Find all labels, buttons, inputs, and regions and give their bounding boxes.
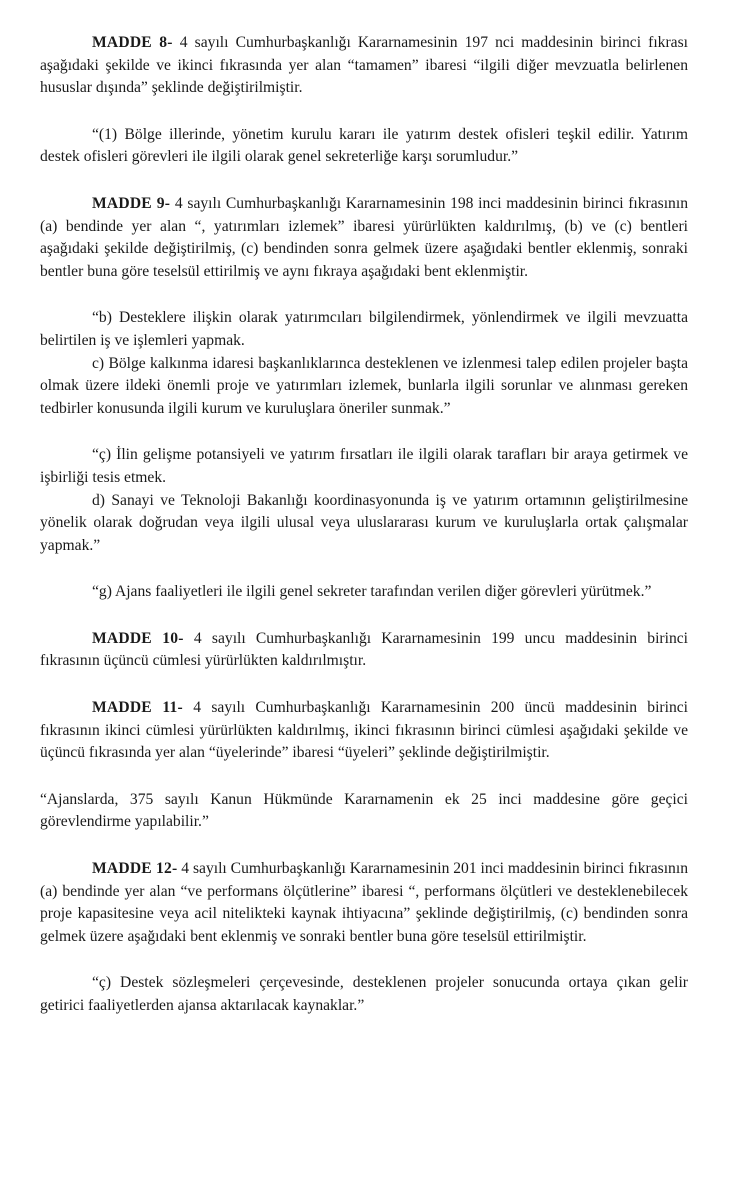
madde-10-paragraph (40, 628, 688, 673)
madde-9-text: 4 sayılı Cumhurbaşkanlığı Kararnamesinin 198 inci maddesinin birinci fıkrasının (a) bendinde yer alan “, yatırımları izlemek” ibaresi yürürlükten kaldırılmış, (b) ve (c) bentleri aşağıdaki şekilde değiştirilmiş, (c) bendinden sonra gelmek üzere aşağıdaki bentler eklenmiş, sonraki bentler buna göre teselsül ettirilmiş ve aynı fıkraya aşağıdaki bent eklenmiştir. (40, 194, 688, 280)
spacer (40, 420, 688, 444)
spacer (40, 765, 688, 789)
madde-8-paragraph (40, 32, 688, 100)
madde-12-quote: “ç) Destek sözleşmeleri çerçevesinde, desteklenen projeler sonucunda ortaya çıkan gelir getirici faaliyetlerden ajansa aktarılacak kaynaklar.” (40, 974, 688, 1014)
spacer (40, 834, 688, 858)
madde-9-item-b: “b) Desteklere ilişkin olarak yatırımcıları bilgilendirmek, yönlendirmek ve ilgili mevzuatta belirtilen iş ve işlemleri yapmak. (40, 309, 688, 349)
madde-11-text: 4 sayılı Cumhurbaşkanlığı Kararnamesinin 200 üncü maddesinin birinci fıkrasının ikinci cümlesi yürürlükten kaldırılmış, ikinci fıkrasının birinci cümlesi aşağıdaki şekilde ve üçüncü fıkrasında yer alan “üyelerinde” ibaresi “üyeleri” şeklinde değiştirilmiştir. (40, 699, 688, 762)
madde-11-paragraph (40, 697, 688, 765)
madde-8-text: 4 sayılı Cumhurbaşkanlığı Kararnamesinin 197 nci maddesinin birinci fıkrası aşağıdaki şekilde ve ikinci fıkrasında yer alan “tamamen” ibaresi “ilgili diğer mevzuatla belirlenen hususlar dışında” şeklinde değiştirilmiştir. (40, 34, 688, 97)
madde-12-paragraph (40, 858, 688, 948)
madde-11-quote: “Ajanslarda, 375 sayılı Kanun Hükmünde Kararnamenin ek 25 inci maddesine göre geçici görevlendirme yapılabilir.” (40, 790, 688, 831)
madde-9-item-d: d) Sanayi ve Teknoloji Bakanlığı koordinasyonunda iş ve yatırım ortamının geliştirilmesine yönelik olarak doğrudan veya ilgili ulusal veya uluslararası kurum ve kuruluşlarla ortak çalışmalar yapmak.” (40, 491, 688, 554)
spacer (40, 948, 688, 972)
madde-9-item-cc: “ç) İlin gelişme potansiyeli ve yatırım fırsatları ile ilgili olarak tarafları bir araya getirmek ve işbirliği tesis etmek. (40, 446, 688, 486)
madde-9-item-g: “g) Ajans faaliyetleri ile ilgili genel sekreter tarafından verilen diğer görevleri yürütmek.” (92, 583, 652, 601)
spacer (40, 604, 688, 628)
madde-10-text: 4 sayılı Cumhurbaşkanlığı Kararnamesinin 199 uncu maddesinin birinci fıkrasının üçüncü cümlesi yürürlükten kaldırılmıştır. (40, 629, 688, 670)
madde-9-paragraph (40, 193, 688, 283)
madde-9-item-c: c) Bölge kalkınma idaresi başkanlıklarınca desteklenen ve izlenmesi talep edilen projeler başta olmak üzere ildeki önemli proje ve yatırımları izlemek, bunlarla ilgili sorunlar ve alınması gereken tedbirler konusunda ilgili kurum ve kuruluşlara öneriler sunmak.” (40, 354, 688, 417)
spacer (40, 100, 688, 124)
madde-11-title: MADDE 11- (92, 699, 183, 717)
document-page (40, 32, 688, 1018)
spacer (40, 169, 688, 193)
spacer (40, 557, 688, 581)
madde-12-text: 4 sayılı Cumhurbaşkanlığı Kararnamesinin 201 inci maddesinin birinci fıkrasının (a) bendinde yer alan “ve performans ölçütlerine” ibaresi “, performans ölçütleri ve desteklenebilecek proje kapasitesine veya acil nitelikteki kaynak ihtiyacına” şeklinde değiştirilmiş, (c) bendinden sonra gelmek üzere aşağıdaki bent eklenmiş ve sonraki bentler buna göre teselsül ettirilmiştir. (40, 860, 688, 945)
madde-8-title: MADDE 8- (92, 34, 173, 51)
spacer (40, 283, 688, 307)
madde-10-title: MADDE 10- (92, 629, 184, 647)
madde-9-title: MADDE 9- (92, 194, 171, 212)
madde-8-quote: “(1) Bölge illerinde, yönetim kurulu kararı ile yatırım destek ofisleri teşkil edilir. Yatırım destek ofisleri görevleri ile ilgili olarak genel sekreterliğe karşı sorumludur.” (40, 125, 688, 166)
spacer (40, 673, 688, 697)
madde-12-title: MADDE 12- (92, 860, 178, 878)
